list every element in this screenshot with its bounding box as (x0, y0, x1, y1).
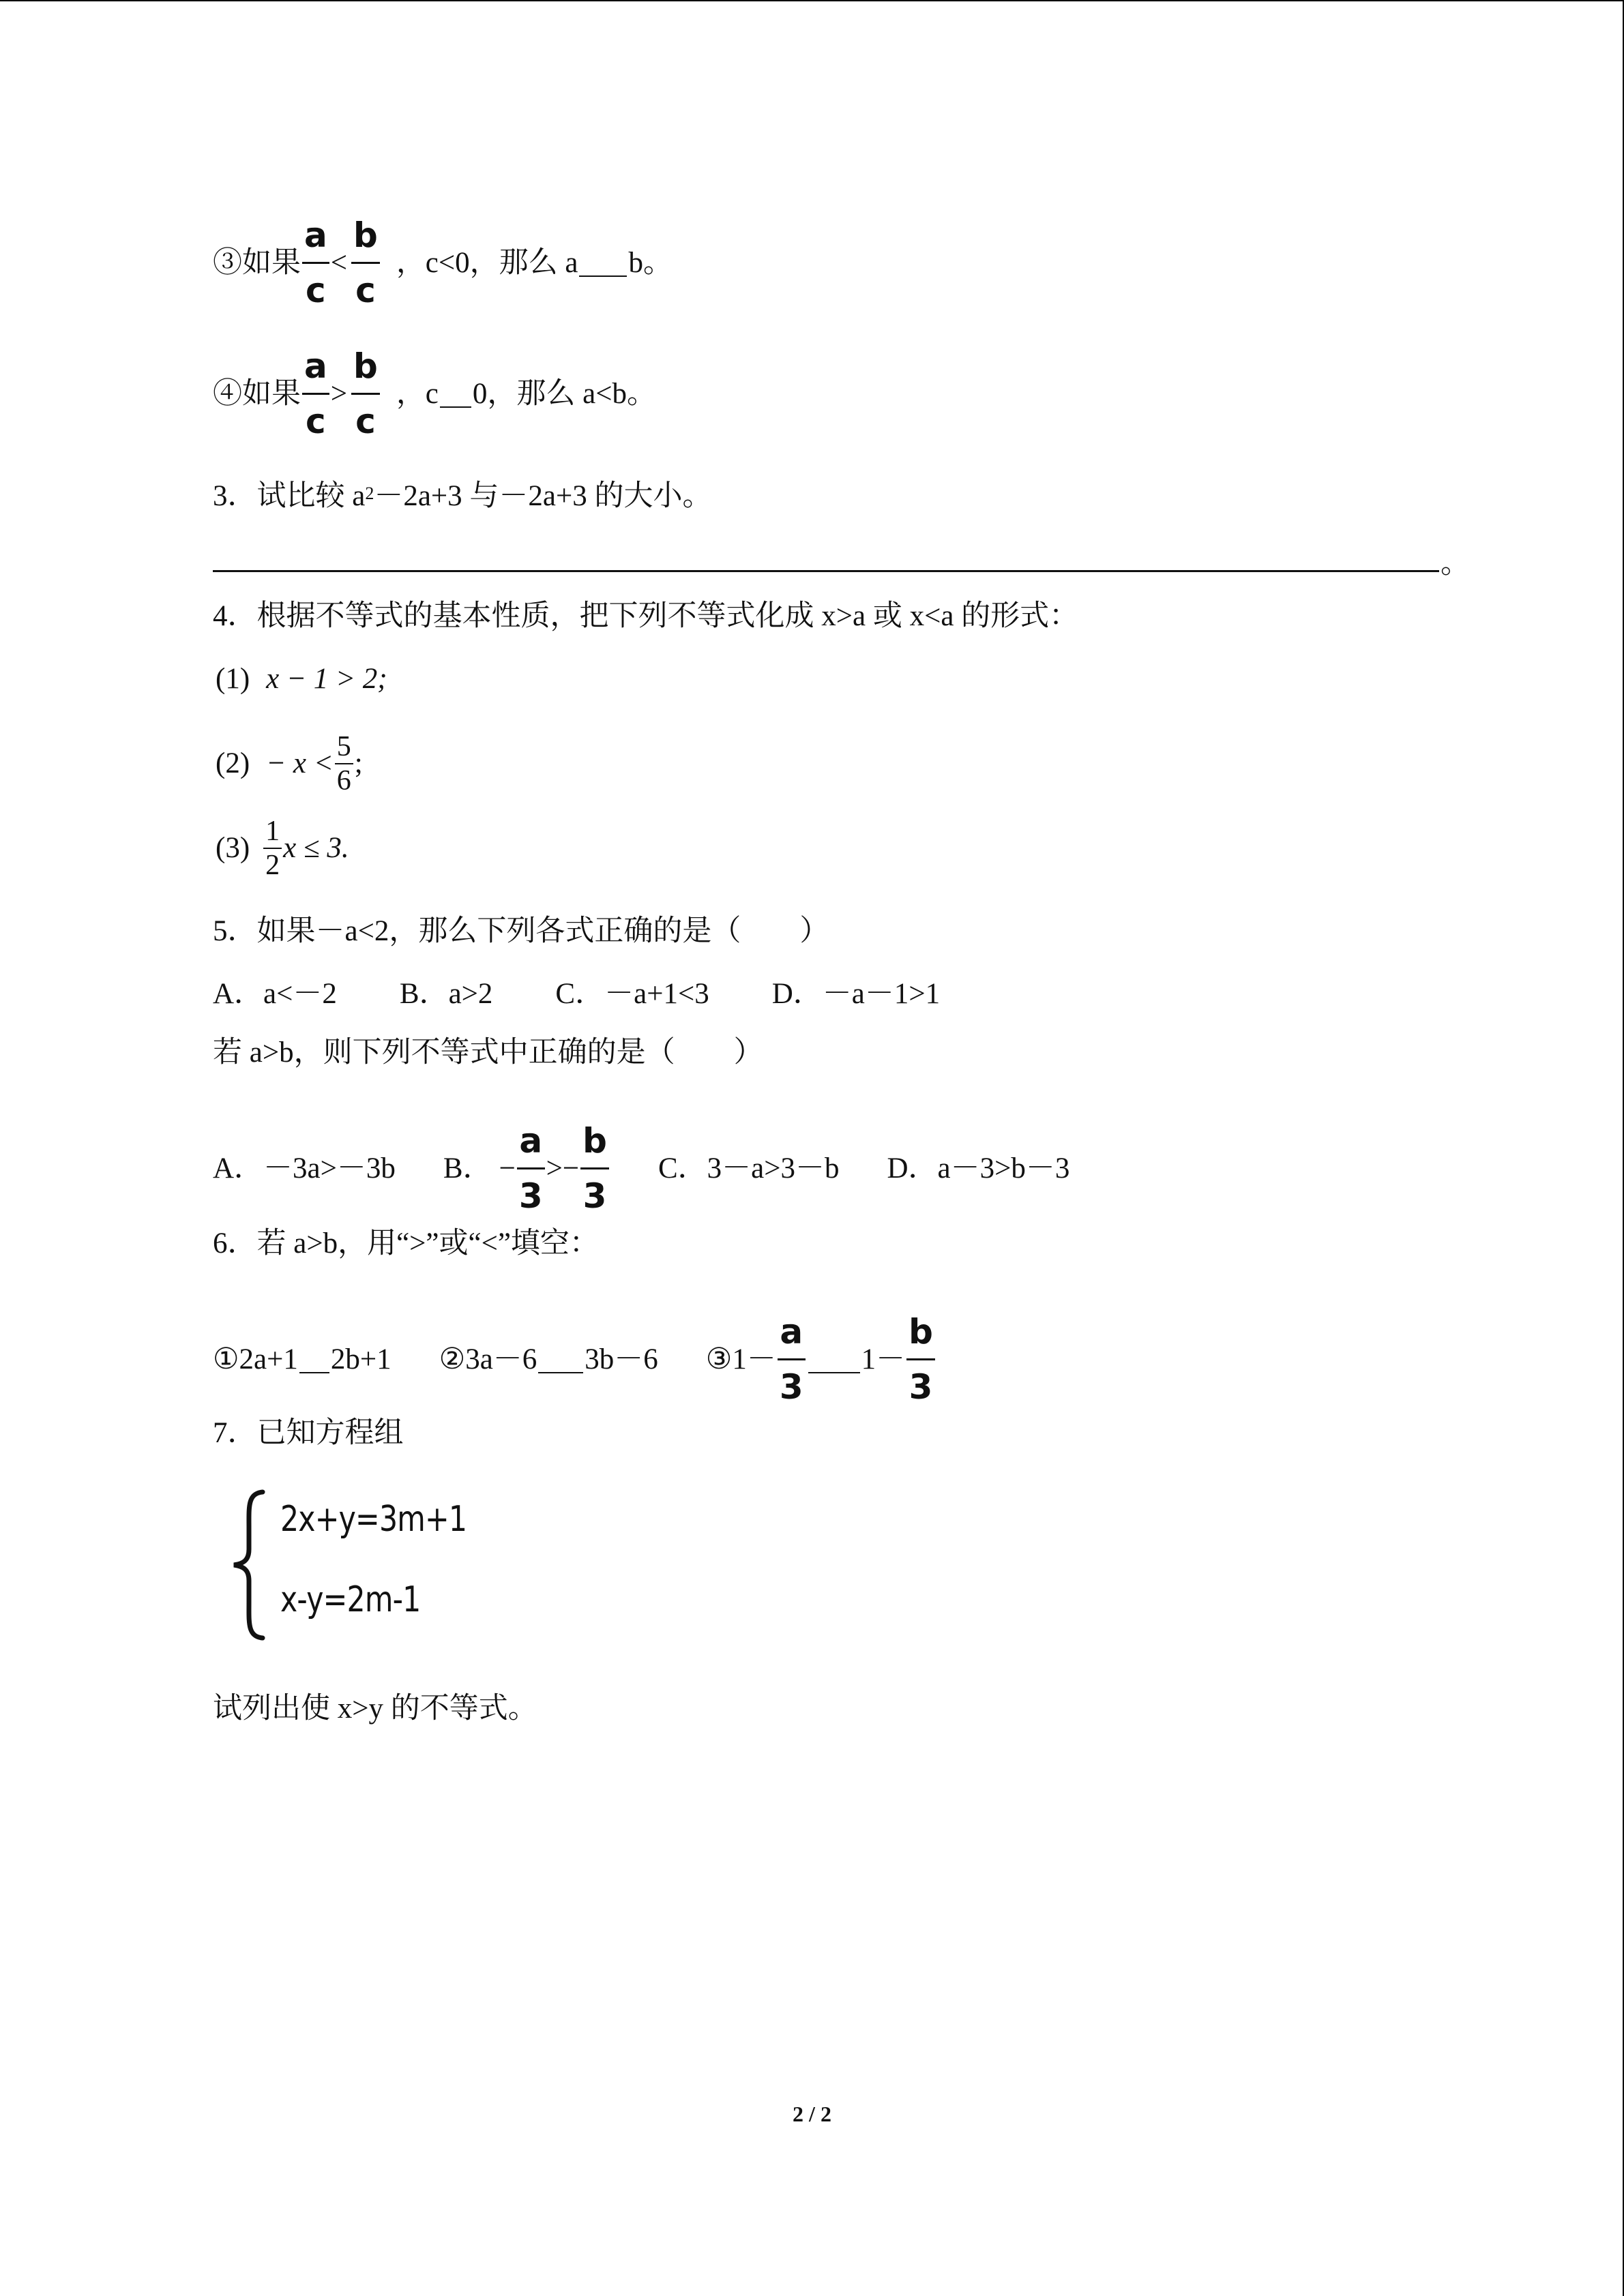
relation-sign: < (330, 246, 348, 279)
q6-items: ①2a+1 2b+1 ②3a－6 3b－6 ③1－ $\frac{a}{3}$ 1－ $\frac{b}{3}$ (213, 1313, 936, 1405)
option-c[interactable]: C．－a+1<3 (555, 978, 709, 1010)
item3-text: ，c<0，那么 a (396, 246, 578, 279)
fraction-a-over-3: $\frac{a}{3}$ (778, 1313, 806, 1405)
fraction-a-over-3: $\frac{a}{3}$ (517, 1122, 545, 1214)
fraction-b-over-c: $\frac{b}{c}$ (351, 348, 380, 440)
answer-line-end: 。 (1441, 548, 1470, 580)
option-a[interactable]: A．a<－2 (213, 978, 337, 1010)
option-b[interactable]: B．a>2 (399, 978, 493, 1010)
q5-stem: 5．如果－a<2，那么下列各式正确的是（ ） (213, 915, 829, 947)
fill-blank[interactable] (808, 1346, 860, 1373)
fraction-b-over-3: $\frac{b}{3}$ (580, 1122, 609, 1214)
equation-system (228, 1487, 474, 1643)
q4-part2: (2) − x < $\frac{5}{6}$ ; (216, 731, 363, 796)
q6-stem: 6．若 a>b，用“>”或“<”填空： (213, 1227, 599, 1259)
fill-blank[interactable] (440, 381, 471, 408)
fraction-a-over-c: $\frac{a}{c}$ (302, 348, 329, 440)
item3-marker: ③如果 (213, 246, 301, 279)
q2-item4 (213, 348, 656, 440)
fraction-a-over-c: $\frac{a}{c}$ (302, 217, 329, 309)
answer-line[interactable] (213, 570, 1439, 572)
option-d[interactable]: D．－a－1>1 (771, 978, 941, 1010)
relation-sign: > (330, 377, 348, 410)
q5-stem2: 若 a>b，则下列不等式中正确的是（ ） (213, 1037, 763, 1069)
item4-marker: ④如果 (213, 377, 301, 410)
option-a[interactable]: A．－3a>－3b (213, 1152, 396, 1184)
q5-options (213, 975, 940, 1013)
q4-stem: 4．根据不等式的基本性质，把下列不等式化成 x>a 或 x<a 的形式： (213, 600, 1079, 632)
option-b[interactable]: B． − $\frac{a}{3}$ > − $\frac{b}{3}$ (443, 1122, 610, 1214)
q5-options2 (213, 1122, 1069, 1214)
fraction-1-over-2: $\frac{1}{2}$ (263, 816, 282, 881)
fraction-b-over-c: $\frac{b}{c}$ (351, 217, 380, 309)
item4-text: ，c (396, 377, 439, 410)
q4-part1: (1) x − 1 > 2; (216, 663, 387, 695)
equation-2: x-y=2m-1 (280, 1579, 421, 1620)
fill-blank[interactable] (299, 1346, 329, 1373)
fraction-b-over-3: $\frac{b}{3}$ (906, 1313, 935, 1405)
option-d[interactable]: D．a－3>b－3 (887, 1152, 1070, 1184)
fill-blank[interactable] (579, 250, 627, 277)
q3-stem: 3．试比较 a $^2$ －2a+3 与－2a+3 的大小。 (213, 480, 712, 512)
page-number: 2 / 2 (793, 2102, 831, 2126)
q2-item3 (213, 217, 673, 309)
fill-blank[interactable] (538, 1346, 583, 1373)
q7-stem: 7．已知方程组 (213, 1417, 404, 1449)
q4-part3: (3) $\frac{1}{2}$ x ≤ 3. (216, 816, 349, 881)
option-c[interactable]: C．3－a>3－b (658, 1152, 840, 1184)
q7-ask: 试列出使 x>y 的不等式。 (213, 1693, 537, 1725)
fraction-5-over-6: $\frac{5}{6}$ (335, 731, 353, 796)
left-brace-icon (228, 1487, 269, 1643)
item3-text-end: b。 (628, 246, 673, 279)
equation-1: 2x+y=3m+1 (280, 1499, 467, 1540)
item4-text-end: 0，那么 a<b。 (472, 377, 656, 410)
